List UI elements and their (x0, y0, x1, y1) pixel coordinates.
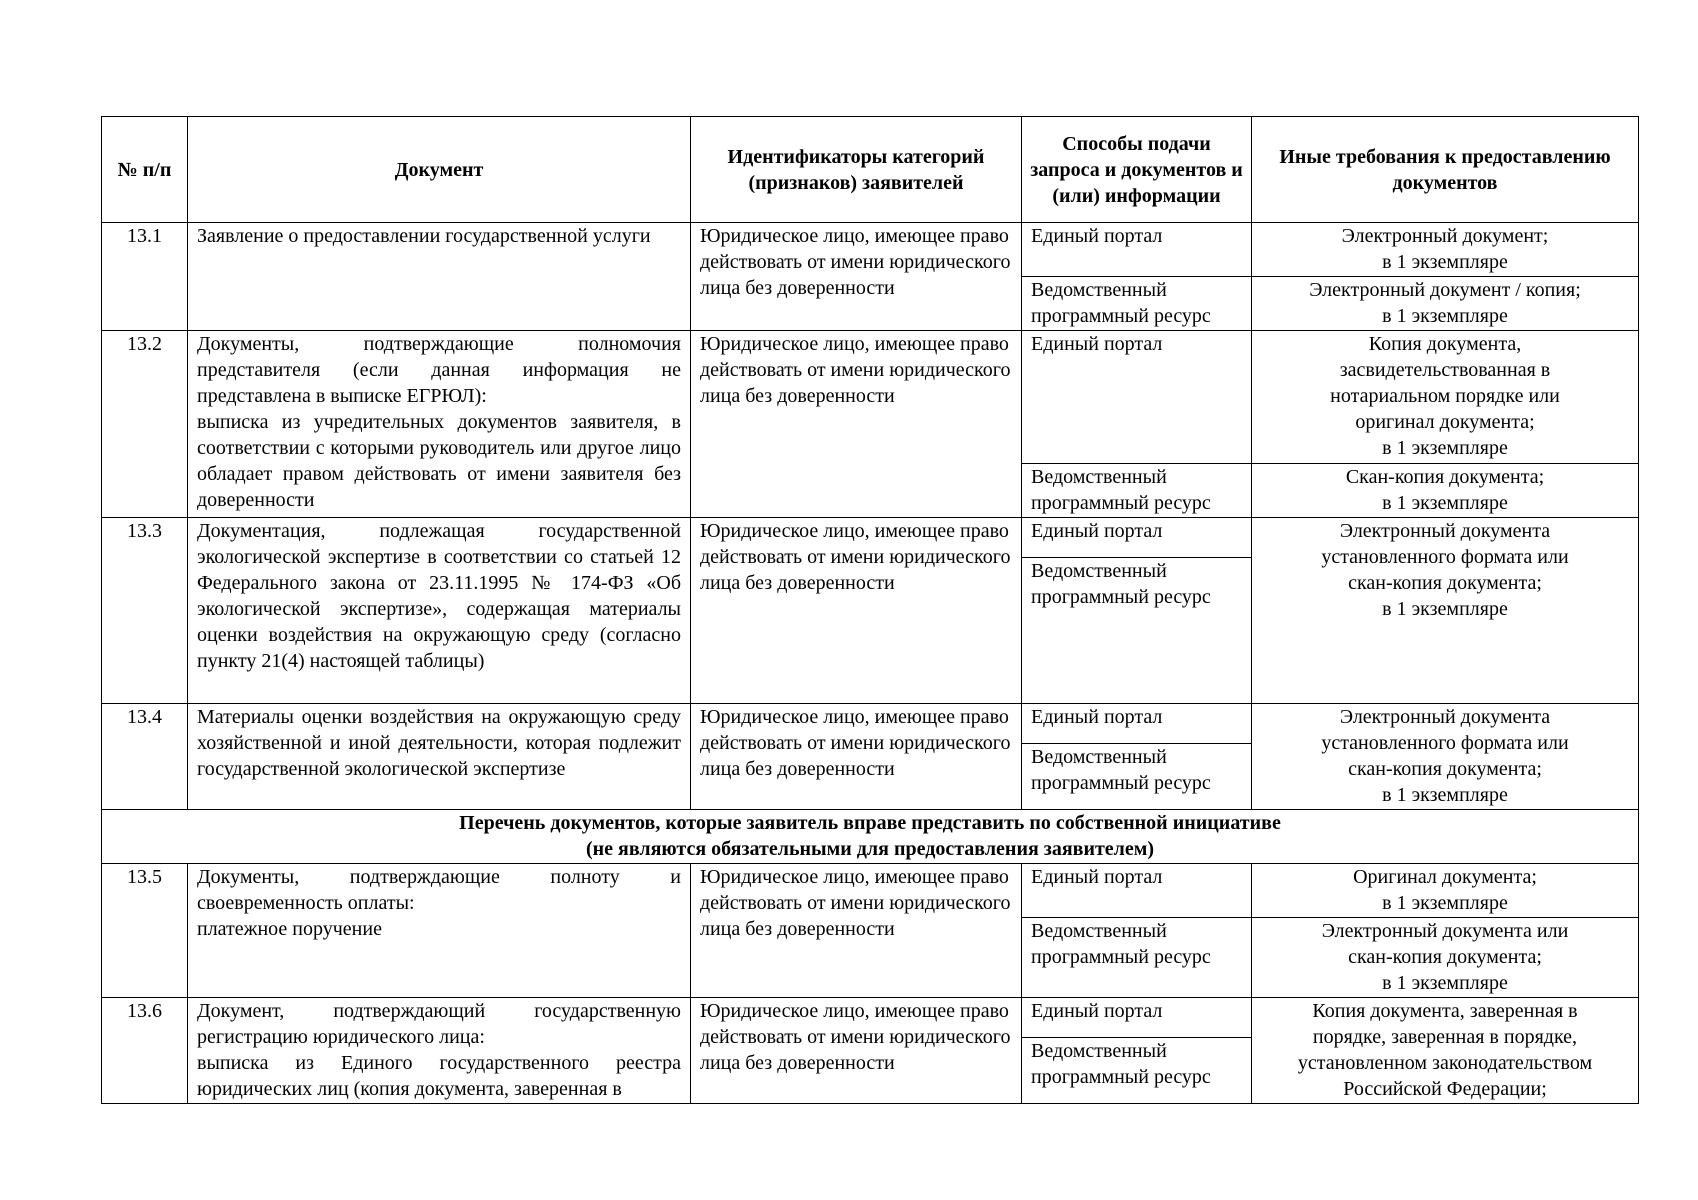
table-row (102, 998, 1639, 1038)
row-number: 13.3 (102, 518, 188, 704)
method-portal: Единый портал (1022, 998, 1252, 1038)
requirement (1252, 331, 1639, 464)
document-text: выписка из учредительных документов заявителя, в соответствии с которыми руководитель или другое лицо обладает правом действовать от имени заявителя без доверенности (197, 411, 681, 511)
method-portal: Единый портал (1022, 331, 1252, 464)
header-other: Иные требования к предоставлению документов (1252, 117, 1639, 223)
document-text: Документы, подтверждающие полномочия представителя (если данная информация не представлена в выписке ЕГРЮЛ): (197, 333, 681, 407)
section-heading-line: (не являются обязательными для предоставления заявителем) (585, 838, 1155, 860)
requirement (1252, 998, 1639, 1104)
requirement-line: в 1 экземпляре (1382, 305, 1508, 327)
requirement-line: Оригинал документа; (1353, 866, 1537, 888)
requirement (1252, 277, 1639, 331)
table-row (102, 518, 1639, 558)
row-document (188, 998, 691, 1104)
method-vedom: Ведомственный программный ресурс (1022, 558, 1252, 704)
requirement-line: Скан-копия документа; (1345, 466, 1545, 488)
method-portal: Единый портал (1022, 704, 1252, 744)
document-text: выписка из Единого государственного реестра юридических лиц (копия документа, заверенная в (197, 1052, 681, 1100)
method-vedom: Ведомственный программный ресурс (1022, 464, 1252, 518)
document-text: платежное поручение (197, 918, 382, 940)
requirement (1252, 518, 1639, 704)
method-vedom: Ведомственный программный ресурс (1022, 918, 1252, 998)
requirement-line: Электронный документа (1339, 706, 1551, 728)
requirement-line: Копия документа, заверенная в (1312, 1000, 1578, 1022)
requirement (1252, 464, 1639, 518)
requirement-line: скан-копия документа; (1348, 572, 1542, 594)
requirement-line: нотариальном порядке или (1330, 385, 1560, 407)
requirement-line: установленного формата или (1321, 732, 1569, 754)
row-document (188, 331, 691, 518)
row-number: 13.4 (102, 704, 188, 810)
section-heading (102, 810, 1639, 864)
header-ident: Идентификаторы категорий (признаков) заявителей (691, 117, 1022, 223)
method-portal: Единый портал (1022, 223, 1252, 277)
row-document: Заявление о предоставлении государственной услуги (188, 223, 691, 331)
requirement-line: установленном законодательством (1297, 1052, 1593, 1074)
header-num: № п/п (102, 117, 188, 223)
requirement (1252, 864, 1639, 918)
requirement-line: Электронный документ; (1341, 225, 1549, 247)
requirement (1252, 223, 1639, 277)
header-document: Документ (188, 117, 691, 223)
requirement-line: Электронный документа (1339, 520, 1551, 542)
document-text: Документы, подтверждающие полноту и своевременность оплаты: (197, 866, 681, 914)
row-ident: Юридическое лицо, имеющее право действовать от имени юридического лица без доверенности (691, 331, 1022, 518)
row-number: 13.2 (102, 331, 188, 518)
section-row (102, 810, 1639, 864)
requirement-line: установленного формата или (1321, 546, 1569, 568)
requirement-line: Электронный документ / копия; (1309, 279, 1581, 301)
row-number: 13.6 (102, 998, 188, 1104)
documents-table (101, 116, 1639, 1104)
row-ident: Юридическое лицо, имеющее право действовать от имени юридического лица без доверенности (691, 704, 1022, 810)
row-document (188, 864, 691, 998)
requirement-line: в 1 экземпляре (1382, 251, 1508, 273)
method-portal: Единый портал (1022, 518, 1252, 558)
requirement-line: засвидетельствованная в (1339, 359, 1551, 381)
requirement-line: в 1 экземпляре (1382, 892, 1508, 914)
table-row (102, 331, 1639, 464)
requirement-line: в 1 экземпляре (1382, 598, 1508, 620)
method-vedom: Ведомственный программный ресурс (1022, 277, 1252, 331)
row-document: Документация, подлежащая государственной экологической экспертизе в соответствии со статьей 12 Федерального закона от 23.11.1995 № 174-ФЗ «Об экологической экспертизе», содержащая материалы оценки воздействия на окружающую среду (согласно пункту 21(4) настоящей таблицы) (188, 518, 691, 704)
requirement-line: в 1 экземпляре (1382, 784, 1508, 806)
method-vedom: Ведомственный программный ресурс (1022, 744, 1252, 810)
section-heading-line: Перечень документов, которые заявитель вправе представить по собственной инициативе (459, 812, 1281, 834)
requirement-line: в 1 экземпляре (1382, 972, 1508, 994)
row-ident: Юридическое лицо, имеющее право действовать от имени юридического лица без доверенности (691, 518, 1022, 704)
requirement-line: Электронный документа или (1321, 920, 1569, 942)
header-row (102, 117, 1639, 223)
requirement-line: в 1 экземпляре (1382, 492, 1508, 514)
row-number: 13.5 (102, 864, 188, 998)
requirement-line: скан-копия документа; (1348, 946, 1542, 968)
document-text: Документ, подтверждающий государственную регистрацию юридического лица: (197, 1000, 681, 1048)
row-ident: Юридическое лицо, имеющее право действовать от имени юридического лица без доверенности (691, 223, 1022, 331)
requirement-line: Копия документа, (1368, 333, 1522, 355)
row-number: 13.1 (102, 223, 188, 331)
requirement (1252, 918, 1639, 998)
method-vedom: Ведомственный программный ресурс (1022, 1038, 1252, 1104)
table-row (102, 704, 1639, 744)
requirement (1252, 704, 1639, 810)
table-row (102, 223, 1639, 277)
table-row (102, 864, 1639, 918)
requirement-line: Российской Федерации; (1343, 1078, 1547, 1100)
requirement-line: в 1 экземпляре (1382, 437, 1508, 459)
method-portal: Единый портал (1022, 864, 1252, 918)
requirement-line: порядке, заверенная в порядке, (1312, 1026, 1578, 1048)
requirement-line: оригинал документа; (1355, 411, 1535, 433)
requirement-line: скан-копия документа; (1348, 758, 1542, 780)
row-document: Материалы оценки воздействия на окружающую среду хозяйственной и иной деятельности, которая подлежит государственной экологической экспертизе (188, 704, 691, 810)
header-methods: Способы подачи запроса и документов и (или) информации (1022, 117, 1252, 223)
row-ident: Юридическое лицо, имеющее право действовать от имени юридического лица без доверенности (691, 998, 1022, 1104)
row-ident: Юридическое лицо, имеющее право действовать от имени юридического лица без доверенности (691, 864, 1022, 998)
